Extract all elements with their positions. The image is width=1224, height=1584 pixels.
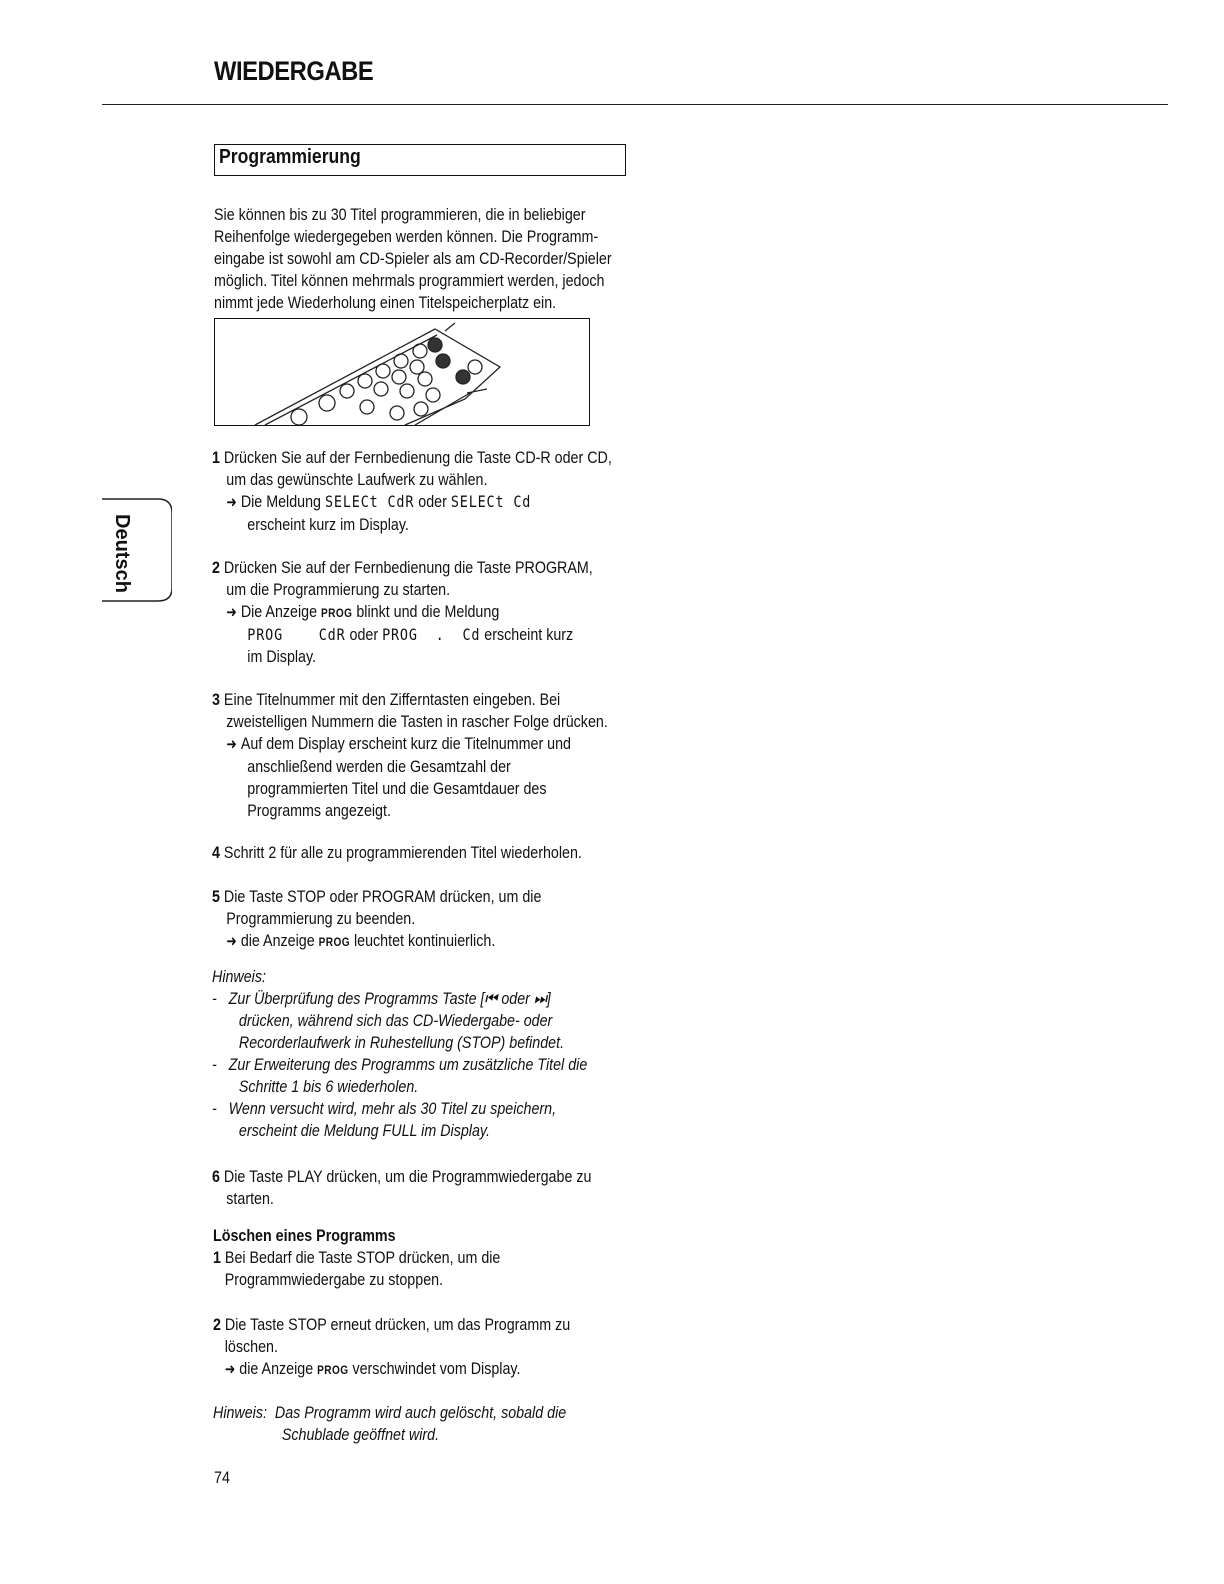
- intro-line: nimmt jede Wiederholung einen Titelspeicherplatz ein.: [214, 293, 557, 312]
- hint-text: drücken, während sich das CD-Wiedergabe- oder: [238, 1011, 553, 1030]
- step-result-text: programmierten Titel und die Gesamtdauer des: [247, 779, 547, 798]
- step-4: [212, 842, 582, 864]
- delete-heading: Löschen eines Programms: [213, 1226, 396, 1245]
- prog-indicator: PROG: [321, 606, 353, 620]
- hint-label: Hinweis:: [212, 967, 266, 986]
- step-result-text: blinkt und die Meldung: [356, 602, 500, 621]
- step-text: Programmierung zu beenden.: [226, 909, 416, 928]
- page-title: WIEDERGABE: [214, 56, 374, 86]
- step-result-text: Auf dem Display erscheint kurz die Titelnummer und: [240, 734, 571, 753]
- step-result-text: Programms angezeigt.: [247, 801, 391, 820]
- remote-control-drawing: [215, 319, 589, 425]
- lcd-message: PROG . Cd: [382, 625, 481, 644]
- step-text: löschen.: [224, 1337, 278, 1356]
- step-text: Die Taste STOP erneut drücken, um das Programm zu: [224, 1315, 571, 1334]
- step-text: Bei Bedarf die Taste STOP drücken, um die: [224, 1248, 501, 1267]
- lcd-message: PROG CdR: [247, 625, 346, 644]
- step-5: [212, 886, 541, 953]
- hint-text: Recorderlaufwerk in Ruhestellung (STOP) befindet.: [238, 1033, 565, 1052]
- language-tab-label: Deutsch: [111, 514, 133, 593]
- prog-indicator: PROG: [317, 1363, 349, 1377]
- step-result-text: oder: [349, 625, 379, 644]
- step-result-text: erscheint kurz: [484, 625, 574, 644]
- step-text: Die Taste STOP oder PROGRAM drücken, um die: [223, 887, 542, 906]
- step-result-text: anschließend werden die Gesamtzahl der: [247, 757, 511, 776]
- hint-text: Das Programm wird auch gelöscht, sobald die: [274, 1403, 567, 1422]
- step-text: Drücken Sie auf der Fernbedienung die Taste PROGRAM,: [223, 558, 593, 577]
- lcd-message: SELECt CdR: [324, 492, 415, 511]
- step-number: 5: [212, 887, 220, 906]
- hint-text: Zur Erweiterung des Programms um zusätzliche Titel die: [228, 1055, 588, 1074]
- step-result-text: erscheint kurz im Display.: [247, 515, 409, 534]
- intro-line: möglich. Titel können mehrmals programmiert werden, jedoch: [214, 271, 605, 290]
- step-number: 6: [212, 1167, 220, 1186]
- step-result-text: oder: [418, 492, 447, 511]
- step-text: zweistelligen Nummern die Tasten in rascher Folge drücken.: [226, 712, 608, 731]
- hint-text: Schritte 1 bis 6 wiederholen.: [238, 1077, 419, 1096]
- result-arrow-icon: ➜: [226, 604, 237, 621]
- remote-control-illustration: [214, 318, 590, 426]
- step-result-text: verschwindet vom Display.: [352, 1359, 521, 1378]
- hint-text: oder: [497, 989, 534, 1008]
- step-result-text: die Anzeige: [240, 931, 315, 950]
- step-text: Die Taste PLAY drücken, um die Programmwiedergabe zu: [223, 1167, 592, 1186]
- hint-dash: -: [212, 1099, 217, 1118]
- step-result-text: Die Meldung: [240, 492, 322, 511]
- step-number: 1: [212, 448, 220, 467]
- step-3: [212, 689, 608, 822]
- step-number: 3: [212, 690, 220, 709]
- step-text: Drücken Sie auf der Fernbedienung die Taste CD-R oder CD,: [223, 448, 612, 467]
- result-arrow-icon: ➜: [224, 1361, 236, 1378]
- step-number: 4: [212, 843, 220, 862]
- hint-text: Schublade geöffnet wird.: [281, 1425, 440, 1444]
- hint-dash: -: [212, 989, 217, 1008]
- step-text: starten.: [226, 1189, 274, 1208]
- page-number: 74: [214, 1468, 230, 1487]
- next-track-icon: ⏭: [533, 989, 547, 1008]
- step-6: [212, 1166, 591, 1210]
- step-text: Schritt 2 für alle zu programmierenden Titel wiederholen.: [223, 843, 582, 862]
- delete-section: [213, 1225, 500, 1291]
- delete-hint: [213, 1402, 566, 1446]
- step-text: Eine Titelnummer mit den Zifferntasten eingeben. Bei: [223, 690, 561, 709]
- result-arrow-icon: ➜: [226, 736, 237, 753]
- result-arrow-icon: ➜: [226, 933, 237, 950]
- hint-label: Hinweis:: [213, 1403, 267, 1422]
- section-title: Programmierung: [219, 146, 361, 168]
- step-1: [212, 447, 612, 536]
- step-text: um die Programmierung zu starten.: [226, 580, 451, 599]
- step-number: 2: [213, 1315, 221, 1334]
- prog-indicator: PROG: [318, 935, 351, 949]
- result-arrow-icon: ➜: [226, 494, 237, 511]
- step-result-text: im Display.: [247, 647, 317, 666]
- title-rule: [102, 104, 1168, 105]
- step-2: [212, 557, 593, 668]
- intro-paragraph: [214, 204, 612, 314]
- step-result-text: die Anzeige: [239, 1359, 314, 1378]
- step-number: 1: [213, 1248, 221, 1267]
- hint-dash: -: [212, 1055, 217, 1074]
- step-number: 2: [212, 558, 220, 577]
- step-text: Programmwiedergabe zu stoppen.: [224, 1270, 444, 1289]
- previous-track-icon: ⏮: [484, 989, 498, 1008]
- intro-line: eingabe ist sowohl am CD-Spieler als am CD-Recorder/Spieler: [214, 249, 612, 268]
- intro-line: Reihenfolge wiedergegeben werden können. Die Programm-: [214, 227, 599, 246]
- hint-text: Zur Überprüfung des Programms Taste [: [228, 989, 485, 1008]
- step-result-text: Die Anzeige: [240, 602, 318, 621]
- step-result-text: leuchtet kontinuierlich.: [353, 931, 496, 950]
- hint-text: Wenn versucht wird, mehr als 30 Titel zu speichern,: [228, 1099, 557, 1118]
- hint-text: ]: [546, 989, 551, 1008]
- hint-text: erscheint die Meldung FULL im Display.: [238, 1121, 490, 1140]
- hint-block: [212, 966, 587, 1142]
- lcd-message: SELECt Cd: [450, 492, 532, 511]
- intro-line: Sie können bis zu 30 Titel programmieren, die in beliebiger: [214, 205, 586, 224]
- delete-step-2: [213, 1314, 570, 1381]
- step-text: um das gewünschte Laufwerk zu wählen.: [226, 470, 488, 489]
